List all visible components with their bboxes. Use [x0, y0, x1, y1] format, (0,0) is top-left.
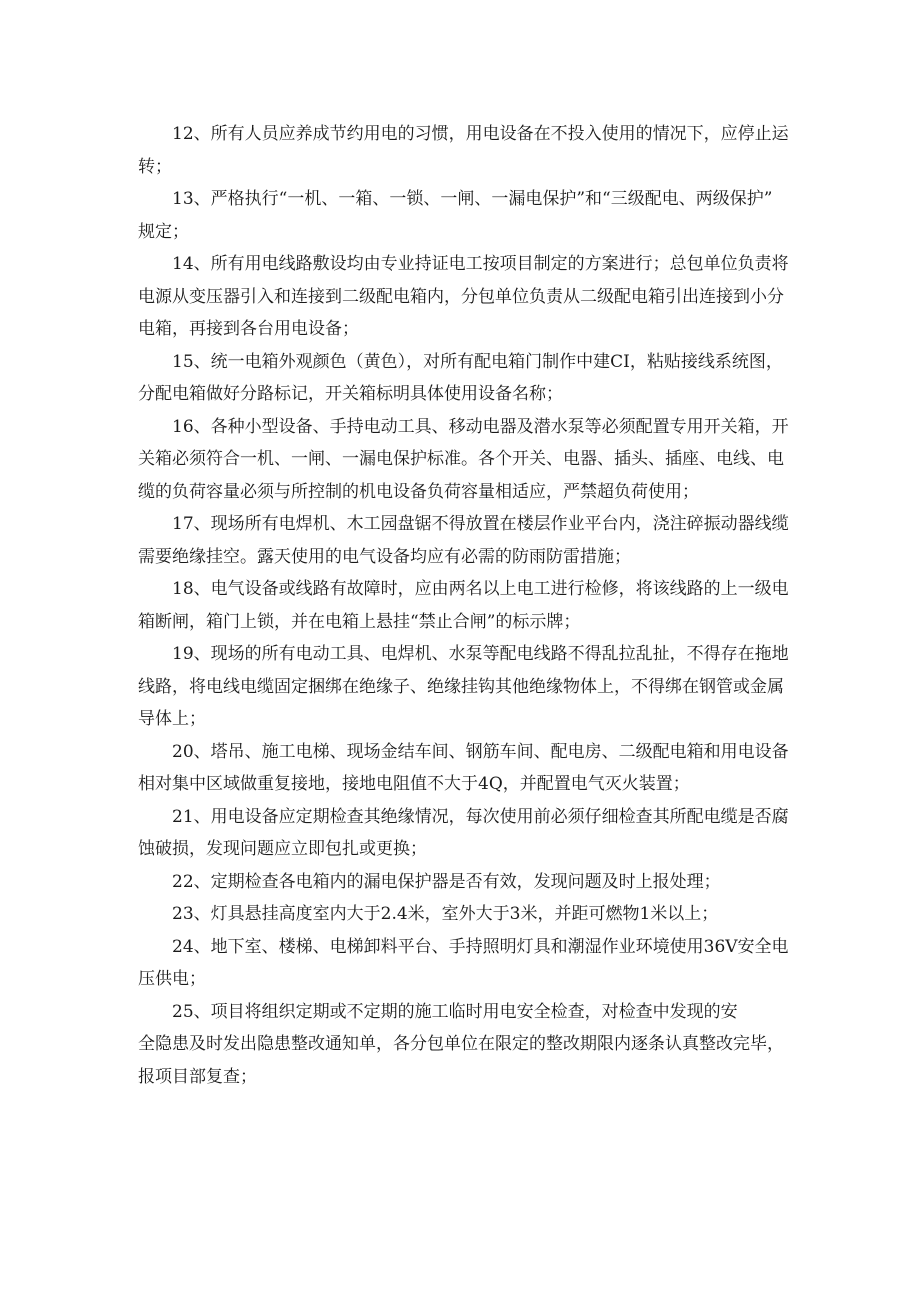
clause-paragraph	[138, 118, 790, 183]
paragraph-line: 转；	[138, 156, 172, 177]
paragraph-line: 16、各种小型设备、手持电动工具、移动电器及潜水泵等必须配置专用开关箱，开	[172, 416, 789, 437]
clause-paragraph	[138, 866, 790, 899]
paragraph-line: 缆的负荷容量必须与所控制的机电设备负荷容量相适应，严禁超负荷使用；	[138, 481, 699, 502]
clause-paragraph	[138, 573, 790, 638]
paragraph-line: 需要绝缘挂空。露天使用的电气设备均应有必需的防雨防雷措施；	[138, 546, 631, 567]
paragraph-line: 蚀破损，发现问题应立即包扎或更换；	[138, 839, 427, 859]
paragraph-line: 14、所有用电线路敷设均由专业持证电工按项目制定的方案进行；总包单位负责将	[172, 254, 789, 274]
paragraph-line: 13、严格执行“一机、一箱、一锁、一闸、一漏电保护”和“三级配电、两级保护”	[172, 189, 773, 209]
clause-paragraph	[138, 931, 790, 996]
paragraph-line: 相对集中区域做重复接地，接地电阻值不大于4Q，并配置电气灭火装置；	[138, 774, 690, 794]
paragraph-line: 分配电箱做好分路标记，开关箱标明具体使用设备名称；	[138, 384, 563, 404]
clause-paragraph	[138, 638, 790, 736]
paragraph-line: 导体上；	[138, 709, 206, 729]
paragraph-line: 24、地下室、楼梯、电梯卸料平台、手持照明灯具和潮湿作业环境使用36V安全电	[172, 936, 789, 957]
clause-paragraph	[138, 183, 790, 248]
paragraph-line: 23、灯具悬挂高度室内大于2.4米，室外大于3米，并距可燃物1米以上；	[172, 904, 719, 924]
paragraph-line: 线路，将电线电缆固定捆绑在绝缘子、绝缘挂钩其他绝缘物体上，不得绑在钢管或金属	[138, 676, 784, 697]
paragraph-line: 压供电；	[138, 969, 206, 989]
paragraph-line: 报项目部复查；	[138, 1066, 257, 1087]
paragraph-line: 全隐患及时发出隐患整改通知单，各分包单位在限定的整改期限内逐条认真整改完毕，	[138, 1034, 784, 1054]
paragraph-line: 箱断闸，箱门上锁，并在电箱上悬挂“禁止合闸”的标示牌；	[138, 611, 581, 632]
clause-paragraph	[138, 508, 790, 573]
paragraph-line: 18、电气设备或线路有故障时，应由两名以上电工进行检修，将该线路的上一级电	[172, 579, 789, 599]
paragraph-line: 15、统一电箱外观颜色（黄色），对所有配电箱门制作中建CI，粘贴接线系统图，	[172, 351, 783, 372]
paragraph-line: 电箱，再接到各台用电设备；	[138, 319, 359, 339]
paragraph-line: 20、塔吊、施工电梯、现场金结车间、钢筋车间、配电房、二级配电箱和用电设备	[172, 741, 789, 762]
paragraph-line: 22、定期检查各电箱内的漏电保护器是否有效，发现问题及时上报处理；	[172, 871, 721, 892]
paragraph-line: 电源从变压器引入和连接到二级配电箱内，分包单位负责从二级配电箱引出连接到小分	[138, 286, 784, 307]
paragraph-line: 关箱必须符合一机、一闸、一漏电保护标准。各个开关、电器、插头、插座、电线、电	[138, 449, 784, 469]
clause-paragraph	[138, 248, 790, 346]
clause-paragraph	[138, 996, 790, 1094]
document-body	[138, 118, 790, 1093]
paragraph-line: 25、项目将组织定期或不定期的施工临时用电安全检查，对检查中发现的安	[172, 1001, 738, 1022]
paragraph-line: 21、用电设备应定期检查其绝缘情况，每次使用前必须仔细检查其所配电缆是否腐	[172, 806, 789, 827]
clause-paragraph	[138, 346, 790, 411]
paragraph-line: 19、现场的所有电动工具、电焊机、水泵等配电线路不得乱拉乱扯，不得存在拖地	[172, 644, 789, 664]
paragraph-line: 12、所有人员应养成节约用电的习惯，用电设备在不投入使用的情况下，应停止运	[172, 124, 789, 144]
clause-paragraph	[138, 801, 790, 866]
clause-paragraph	[138, 736, 790, 801]
paragraph-line: 规定；	[138, 221, 189, 242]
clause-paragraph	[138, 898, 790, 931]
paragraph-line: 17、现场所有电焊机、木工园盘锯不得放置在楼层作业平台内，浇注碎振动器线缆	[172, 514, 789, 534]
clause-paragraph	[138, 411, 790, 509]
